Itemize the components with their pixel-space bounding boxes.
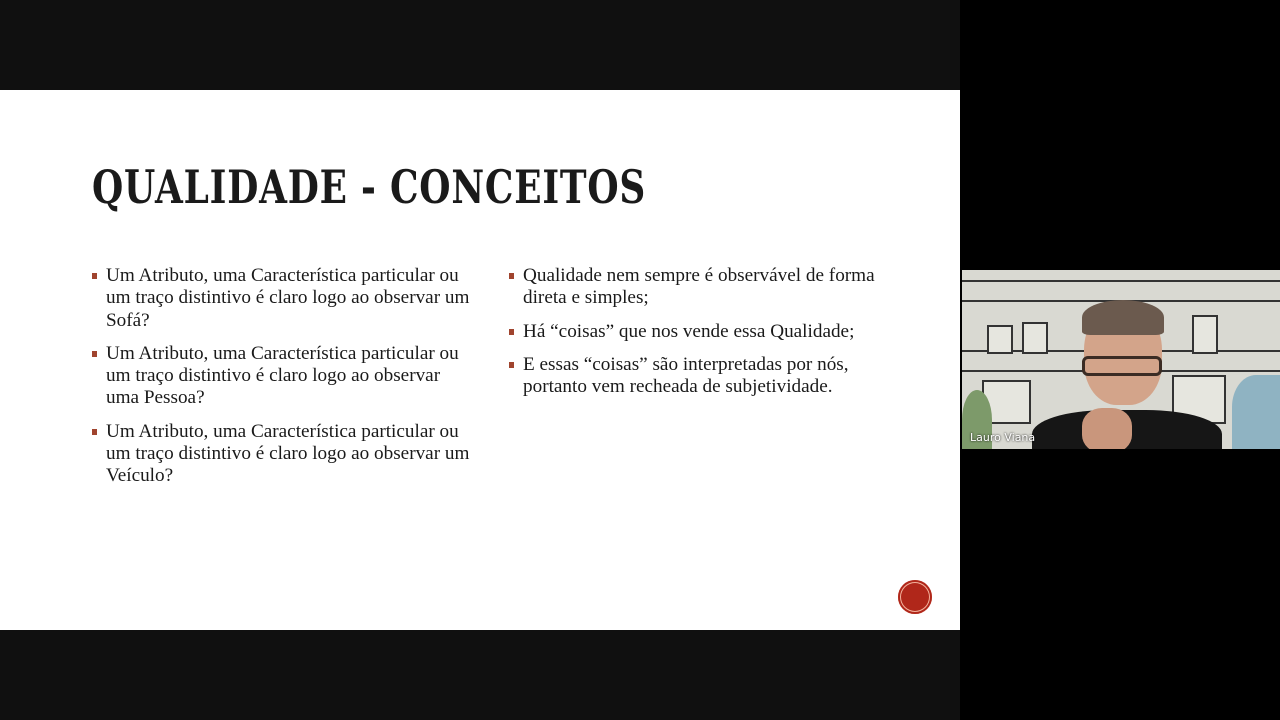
square-bullet-icon bbox=[92, 351, 97, 357]
square-bullet-icon bbox=[92, 429, 97, 435]
bullet-item bbox=[509, 354, 889, 399]
glasses bbox=[1082, 356, 1162, 376]
left-bullet-list bbox=[92, 265, 472, 499]
mural-line bbox=[962, 280, 1280, 282]
right-bullet-list bbox=[509, 265, 889, 409]
bullet-text: Qualidade nem sempre é observável de forma direta e simples; bbox=[523, 265, 875, 309]
square-bullet-icon bbox=[92, 273, 97, 279]
mural-window bbox=[1192, 315, 1218, 354]
participant-name-label: Lauro Viana bbox=[970, 431, 1036, 444]
person-hand bbox=[1082, 408, 1132, 449]
bullet-item bbox=[509, 321, 889, 343]
person-hair bbox=[1082, 300, 1164, 335]
participant-video-tile[interactable] bbox=[962, 270, 1280, 449]
mural-window bbox=[1022, 322, 1048, 354]
bullet-text: Um Atributo, uma Característica particular ou um traço distintivo é claro logo ao observar um Veículo? bbox=[106, 420, 470, 487]
slide-logo-circle-icon bbox=[898, 580, 932, 614]
bullet-text: Há “coisas” que nos vende essa Qualidade; bbox=[523, 320, 855, 342]
bullet-item bbox=[92, 343, 472, 410]
bullet-item bbox=[509, 265, 889, 310]
mural-shape bbox=[1232, 375, 1280, 449]
square-bullet-icon bbox=[509, 362, 514, 368]
bullet-item bbox=[92, 265, 472, 332]
mural-window bbox=[987, 325, 1013, 354]
bullet-text: Um Atributo, uma Característica particular ou um traço distintivo é claro logo ao observar um Sofá? bbox=[106, 265, 470, 331]
slide-title: QUALIDADE - CONCEITOS bbox=[92, 160, 647, 214]
bullet-item bbox=[92, 421, 472, 488]
square-bullet-icon bbox=[509, 329, 514, 335]
bullet-text: Um Atributo, uma Característica particular ou um traço distintivo é claro logo ao observar uma Pessoa? bbox=[106, 342, 459, 409]
square-bullet-icon bbox=[509, 273, 514, 279]
bullet-text: E essas “coisas” são interpretadas por nós, portanto vem recheada de subjetividade. bbox=[523, 353, 849, 398]
